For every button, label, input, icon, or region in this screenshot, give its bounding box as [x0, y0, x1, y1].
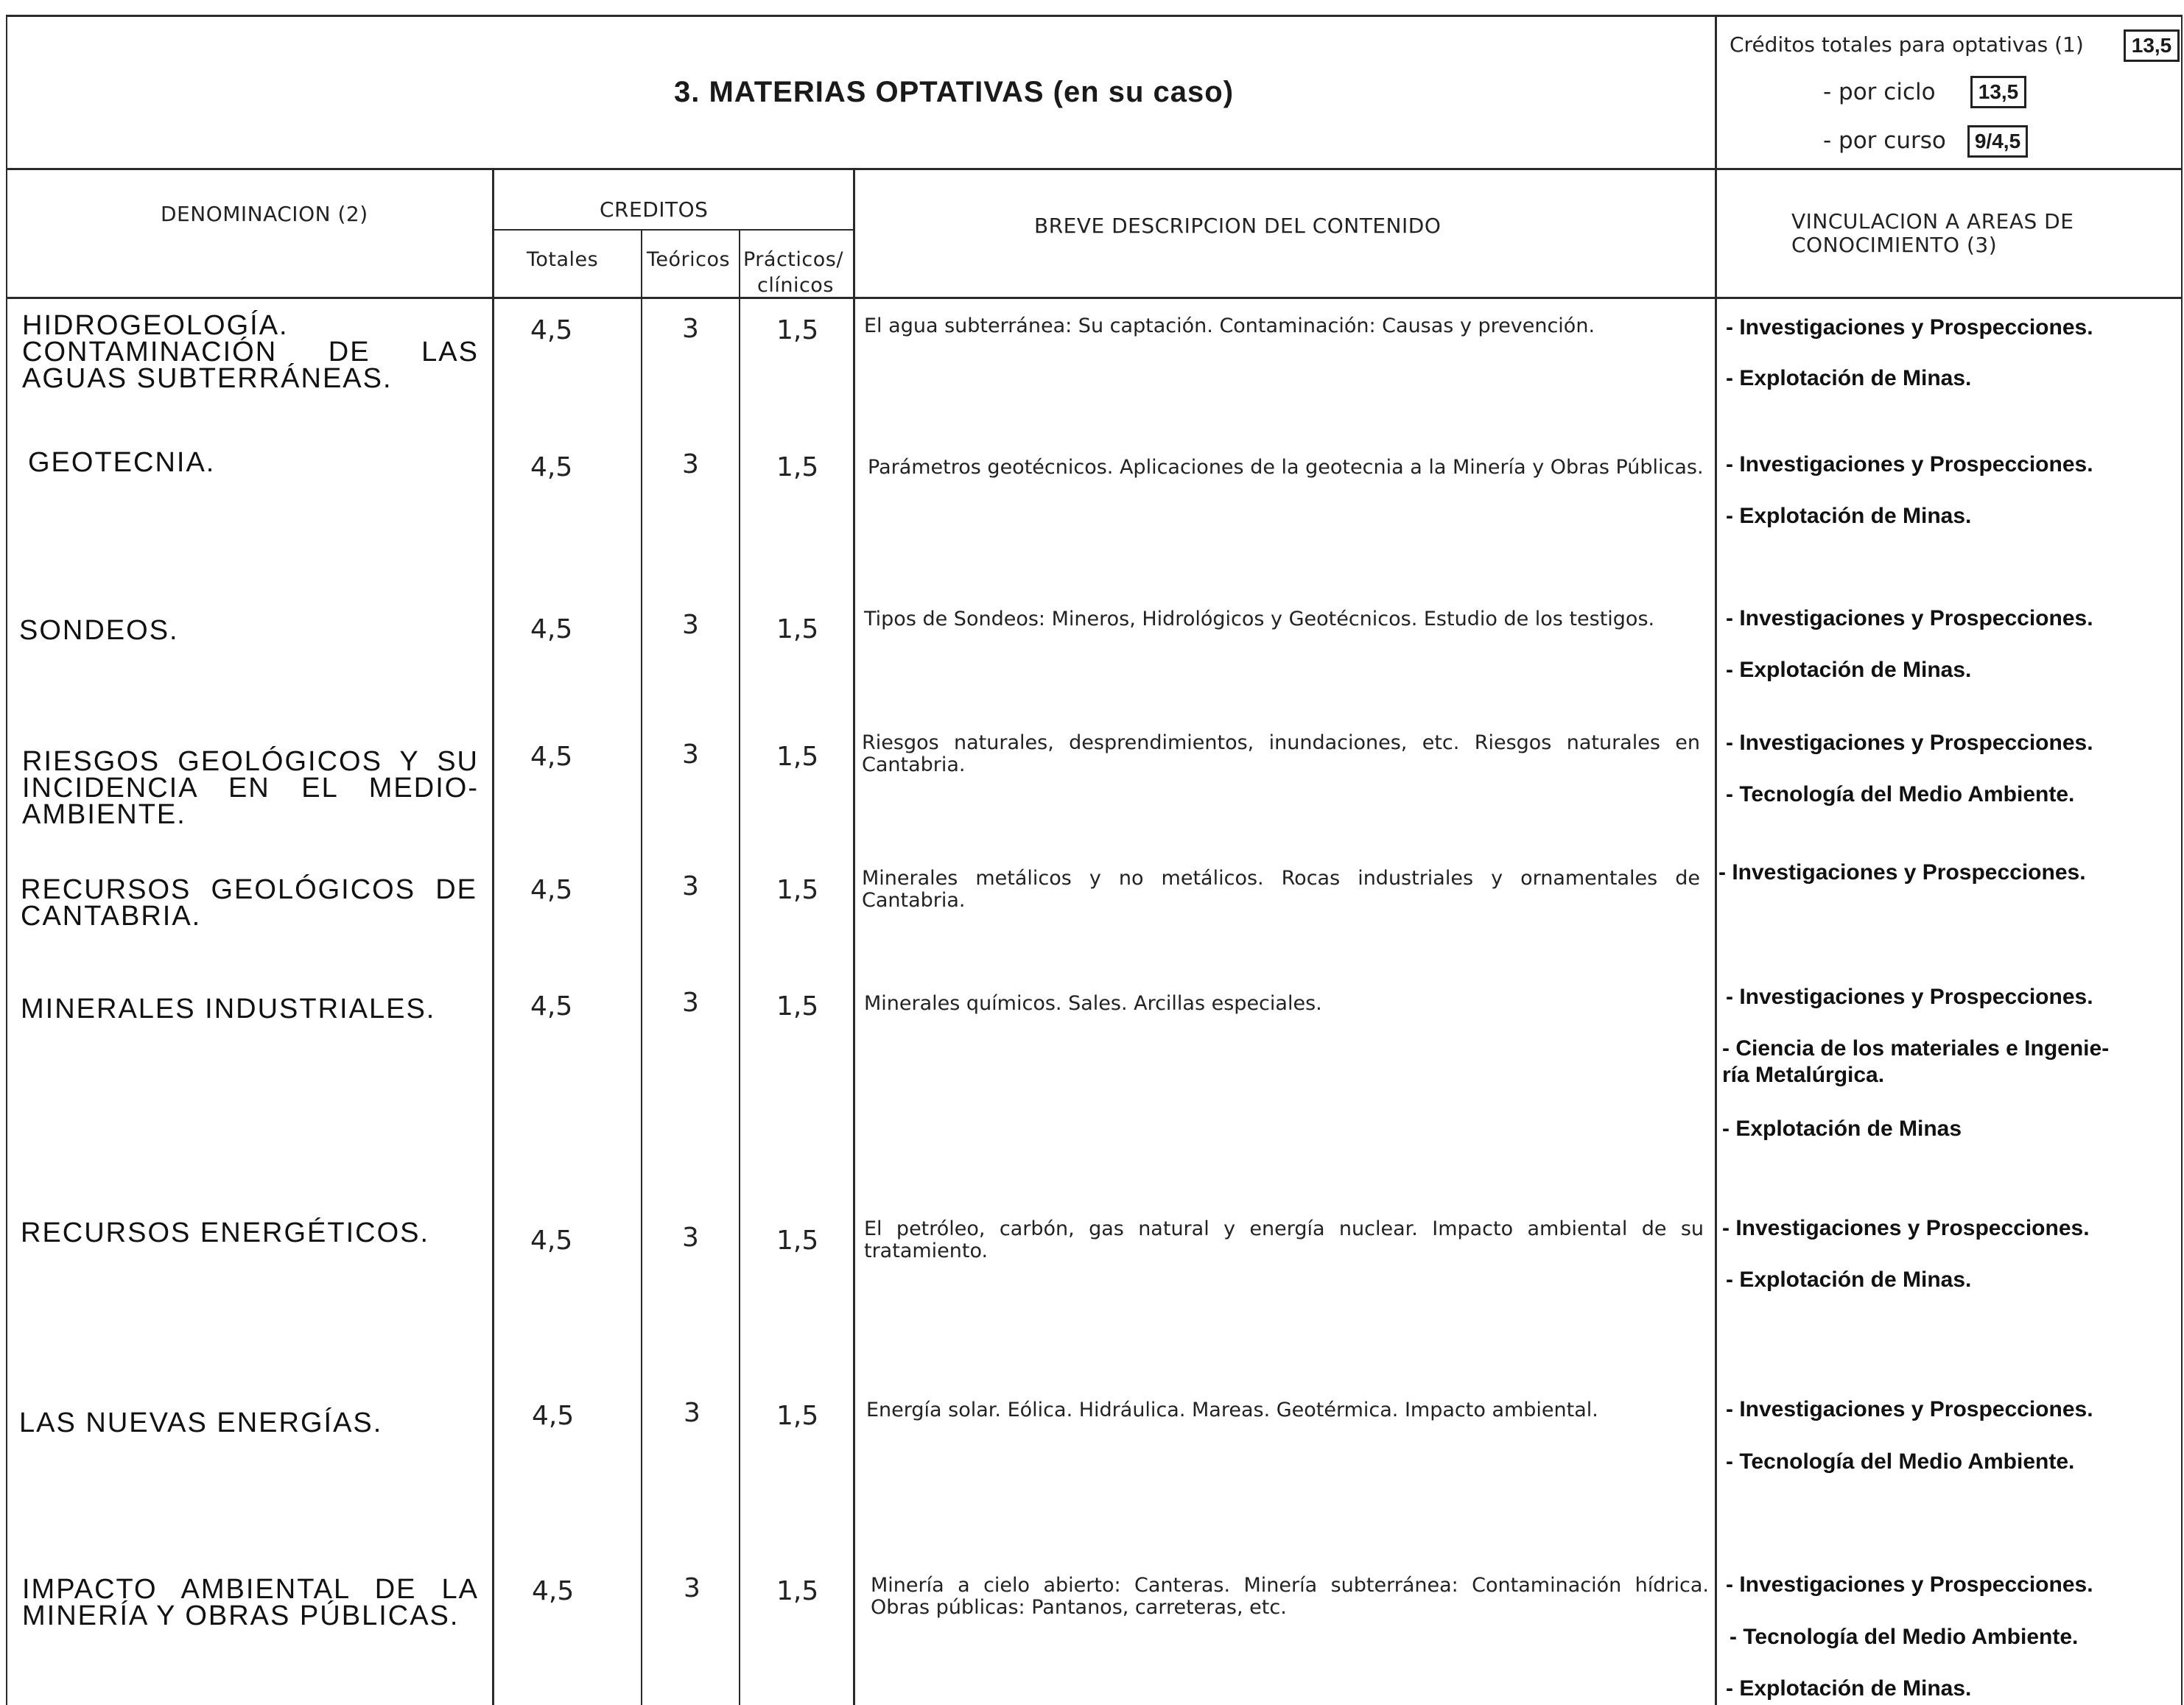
row-area: - Investigaciones y Prospecciones. — [1726, 606, 2093, 630]
row-area: - Explotación de Minas. — [1726, 1268, 1972, 1292]
header-bottom-border — [6, 168, 2183, 170]
row-descripcion: Tipos de Sondeos: Mineros, Hidrológicos y Geotécnicos. Estudio de los testigos. — [864, 608, 1655, 630]
row-denominacion: LAS NUEVAS ENERGÍAS. — [19, 1407, 383, 1438]
row-denominacion: RECURSOS GEOLÓGICOS DE CANTABRIA. — [21, 874, 477, 932]
row-denominacion: MINERALES INDUSTRIALES. — [21, 994, 436, 1024]
row-practicos: 1,5 — [776, 452, 819, 482]
row-practicos: 1,5 — [776, 614, 819, 644]
row-practicos: 1,5 — [776, 315, 819, 345]
row-teoricos: 3 — [682, 739, 699, 770]
right-border — [2181, 15, 2183, 1705]
col-denominacion: DENOMINACION (2) — [161, 202, 368, 226]
row-totales: 4,5 — [530, 875, 573, 905]
row-area: - Explotación de Minas. — [1726, 504, 1972, 528]
creditos-sub-border — [492, 229, 854, 231]
row-descripcion: Parámetros geotécnicos. Aplicaciones de la geotecnia a la Minería y Obras Públicas. — [868, 456, 1704, 479]
row-teoricos: 3 — [682, 1223, 699, 1253]
row-totales: 4,5 — [530, 315, 573, 345]
row-practicos: 1,5 — [776, 1226, 819, 1256]
row-descripcion: Minería a cielo abierto: Canteras. Minería subterránea: Contaminación hídrica. Obras públicas: Pantanos, carreteras, etc. — [871, 1574, 1709, 1619]
row-descripcion: El petróleo, carbón, gas natural y energía nuclear. Impacto ambiental de su tratamiento. — [864, 1217, 1704, 1262]
row-area: - Investigaciones y Prospecciones. — [1726, 452, 2093, 477]
row-practicos: 1,5 — [776, 991, 819, 1022]
row-denominacion: SONDEOS. — [19, 615, 179, 646]
row-teoricos: 3 — [682, 314, 699, 344]
row-practicos: 1,5 — [776, 1576, 819, 1606]
row-descripcion: Riesgos naturales, desprendimientos, inundaciones, etc. Riesgos naturales en Cantabria. — [862, 731, 1700, 776]
col-practicos: Prácticos/ — [743, 248, 843, 271]
row-teoricos: 3 — [684, 1573, 701, 1603]
row-descripcion: Minerales metálicos y no metálicos. Rocas industriales y ornamentales de Cantabria. — [862, 867, 1700, 912]
creditos-totales-value: 13,5 — [2124, 29, 2180, 62]
row-area: - Investigaciones y Prospecciones. — [1726, 731, 2093, 755]
row-totales: 4,5 — [530, 991, 573, 1022]
row-denominacion: RECURSOS ENERGÉTICOS. — [21, 1217, 430, 1248]
row-area: - Investigaciones y Prospecciones. — [1722, 1216, 2090, 1240]
row-descripcion: El agua subterránea: Su captación. Contaminación: Causas y prevención. — [864, 314, 1595, 337]
row-area: - Tecnología del Medio Ambiente. — [1726, 1449, 2075, 1474]
row-area: - Investigaciones y Prospecciones. — [1718, 860, 2086, 885]
row-area: - Investigaciones y Prospecciones. — [1726, 985, 2093, 1009]
col-creditos: CREDITOS — [600, 197, 709, 222]
row-area: - Tecnología del Medio Ambiente. — [1726, 782, 2075, 806]
row-practicos: 1,5 — [776, 1401, 819, 1431]
row-denominacion: IMPACTO AMBIENTAL DE LA MINERÍA Y OBRAS PÚBLICAS. — [22, 1574, 479, 1631]
por-curso-label: - por curso — [1823, 127, 1946, 154]
row-denominacion: GEOTECNIA. — [28, 447, 216, 478]
row-practicos: 1,5 — [776, 875, 819, 905]
row-practicos: 1,5 — [776, 742, 819, 772]
row-teoricos: 3 — [684, 1398, 701, 1428]
row-area: - Explotación de Minas. — [1726, 366, 1972, 390]
row-totales: 4,5 — [532, 1401, 575, 1431]
col-divider-totales — [641, 229, 642, 1705]
row-teoricos: 3 — [682, 449, 699, 479]
row-area: - Explotación de Minas — [1722, 1117, 1962, 1141]
col-clinicos: clínicos — [757, 274, 834, 297]
row-area: - Investigaciones y Prospecciones. — [1726, 315, 2093, 340]
row-totales: 4,5 — [530, 614, 573, 644]
row-totales: 4,5 — [530, 1226, 573, 1256]
column-header-bottom-border — [6, 297, 2183, 299]
row-teoricos: 3 — [682, 988, 699, 1018]
col-vinculacion-line2: CONOCIMIENTO (3) — [1791, 233, 1998, 257]
row-area: - Explotación de Minas. — [1726, 1676, 1972, 1701]
row-totales: 4,5 — [530, 452, 573, 482]
col-divider-descripcion — [1715, 15, 1717, 1705]
left-border — [6, 15, 7, 1705]
row-denominacion: RIESGOS GEOLÓGICOS Y SU INCIDENCIA EN EL MEDIO-AMBIENTE. — [22, 746, 479, 830]
por-curso-value: 9/4,5 — [1967, 125, 2028, 158]
row-totales: 4,5 — [532, 1576, 575, 1606]
por-ciclo-label: - por ciclo — [1823, 79, 1936, 105]
row-teoricos: 3 — [682, 871, 699, 901]
row-totales: 4,5 — [530, 742, 573, 772]
col-totales: Totales — [527, 248, 599, 271]
col-teoricos: Teóricos — [647, 248, 731, 271]
col-vinculacion-line1: VINCULACION A AREAS DE — [1791, 209, 2074, 233]
page-title: 3. MATERIAS OPTATIVAS (en su caso) — [674, 76, 1235, 108]
row-teoricos: 3 — [682, 610, 699, 640]
row-denominacion: HIDROGEOLOGÍA. CONTAMINACIÓN DE LAS AGUAS SUBTERRÁNEAS. — [22, 310, 479, 394]
row-descripcion: Minerales químicos. Sales. Arcillas especiales. — [864, 992, 1322, 1015]
col-descripcion: BREVE DESCRIPCION DEL CONTENIDO — [1034, 214, 1442, 238]
row-area: - Investigaciones y Prospecciones. — [1726, 1572, 2093, 1597]
row-area: - Tecnología del Medio Ambiente. — [1730, 1625, 2079, 1649]
row-area: - Investigaciones y Prospecciones. — [1726, 1397, 2093, 1421]
por-ciclo-value: 13,5 — [1970, 76, 2026, 108]
row-area: - Ciencia de los materiales e Ingenie-ría Metalúrgica. — [1722, 1036, 2110, 1087]
creditos-totales-label: Créditos totales para optativas (1) — [1730, 32, 2084, 57]
col-divider-teoricos — [739, 229, 740, 1705]
row-area: - Explotación de Minas. — [1726, 658, 1972, 682]
col-divider-denominacion — [492, 168, 494, 1705]
col-divider-creditos — [853, 168, 855, 1705]
top-border — [6, 15, 2183, 17]
row-descripcion: Energía solar. Eólica. Hidráulica. Mareas. Geotérmica. Impacto ambiental. — [866, 1399, 1598, 1421]
